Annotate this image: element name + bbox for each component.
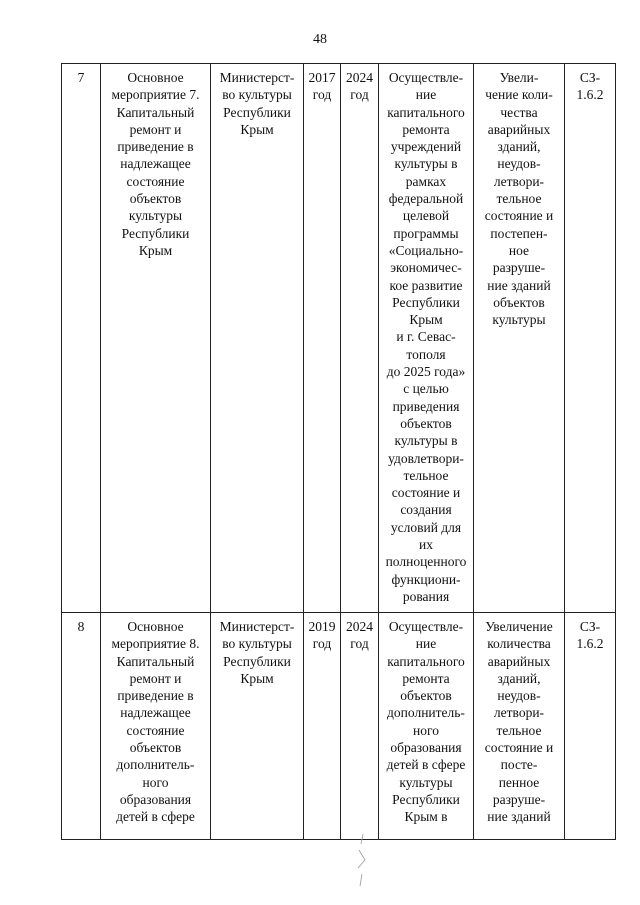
start-year-cell: 2019 год bbox=[304, 613, 341, 840]
row-number: 8 bbox=[62, 613, 101, 840]
measures-table bbox=[61, 63, 616, 840]
event-name-cell: Основное мероприятие 8. Капитальный ремонт и приведение в надлежащее состояние объектов дополнитель- ного образования детей в сфере bbox=[101, 613, 211, 840]
description-cell: Осуществле- ние капитального ремонта учреждений культуры в рамках федеральной целевой программы «Социально- экономичес- кое развитие Республики Крым и г. Севас- тополя до 2025 года» с целью приведения объектов культуры в удовлетвори- тельное состояние и создания условий для их полноценного функциони- рования bbox=[379, 64, 474, 613]
row-number: 7 bbox=[62, 64, 101, 613]
event-name-cell: Основное мероприятие 7. Капитальный ремонт и приведение в надлежащее состояние объектов культуры Республики Крым bbox=[101, 64, 211, 613]
start-year-cell: 2017 год bbox=[304, 64, 341, 613]
end-year-cell: 2024 год bbox=[341, 64, 379, 613]
end-year-cell: 2024 год bbox=[341, 613, 379, 840]
indicator-code-cell: СЗ- 1.6.2 bbox=[565, 64, 616, 613]
consequences-cell: Увели- чение коли- чества аварийных зданий, неудов- летвори- тельное состояние и постепен- ное разруше- ние зданий объектов культуры bbox=[474, 64, 565, 613]
scan-mark bbox=[345, 830, 375, 890]
table-row bbox=[62, 64, 616, 613]
page-number: 48 bbox=[313, 32, 327, 47]
consequences-cell: Увеличение количества аварийных зданий, неудов- летвори- тельное состояние и посте- пенное разруше- ние зданий bbox=[474, 613, 565, 840]
executor-cell: Министерст- во культуры Республики Крым bbox=[211, 64, 304, 613]
indicator-code-cell: СЗ- 1.6.2 bbox=[565, 613, 616, 840]
description-cell: Осуществле- ние капитального ремонта объектов дополнитель- ного образования детей в сфере культуры Республики Крым в bbox=[379, 613, 474, 840]
table-row bbox=[62, 613, 616, 840]
executor-cell: Министерст- во культуры Республики Крым bbox=[211, 613, 304, 840]
